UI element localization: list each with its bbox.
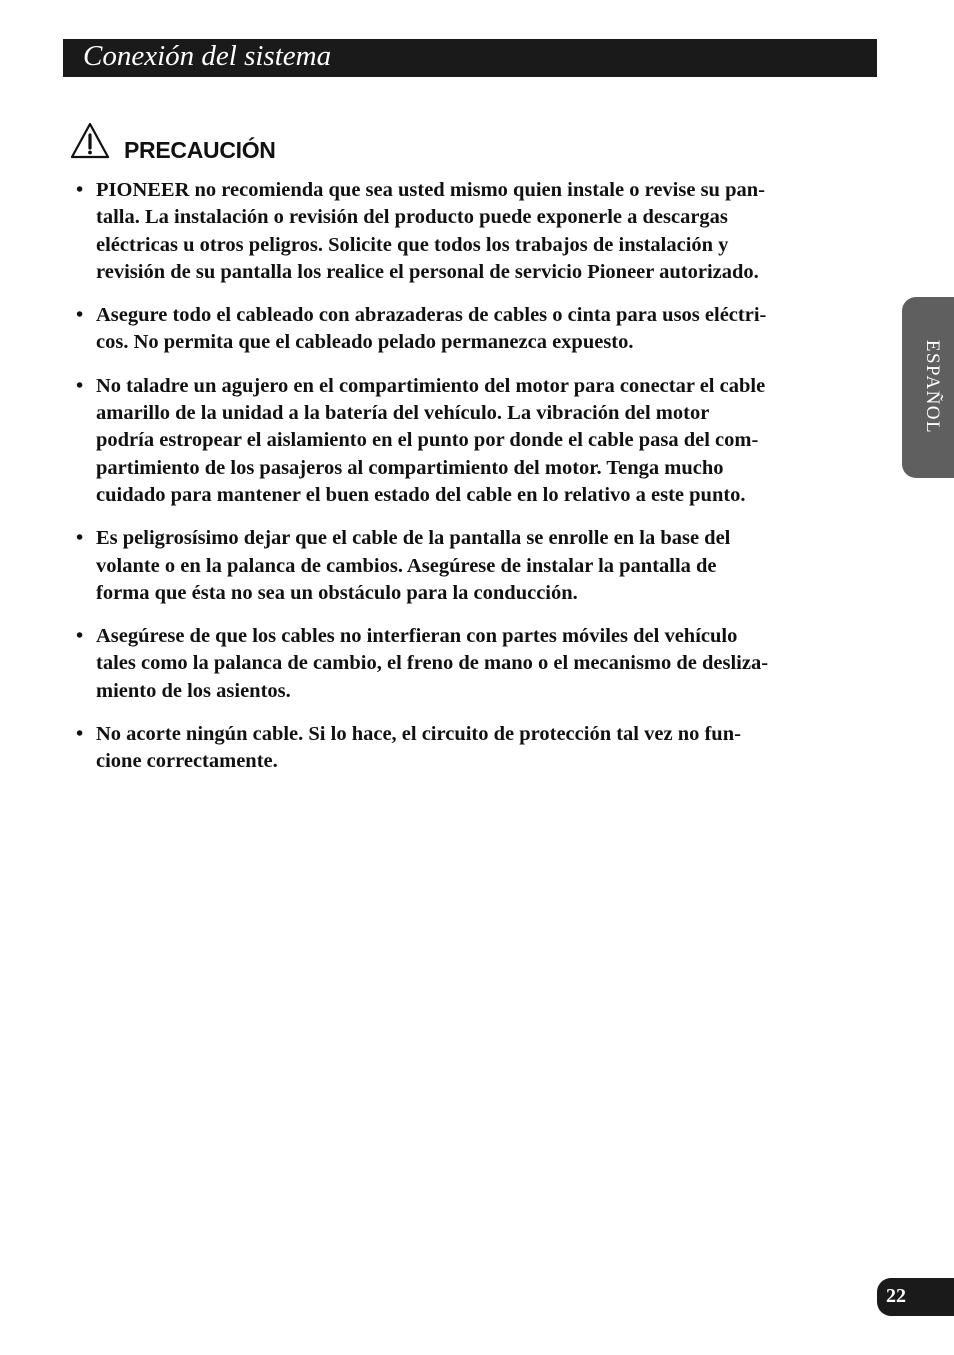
section-header-bar [63,39,877,77]
bullet-dot: • [76,304,84,327]
caution-bullet-item [76,302,851,357]
section-title: Conexión del sistema [83,40,332,72]
bullet-dot: • [76,179,84,201]
bullet-text-line: No acorte ningún cable. Si lo hace, el circuito de protección tal vez no fun- [96,723,741,746]
page-number-tab [877,1278,954,1316]
bullet-text-line: cuidado para mantener el buen estado del cable en lo relativo a este punto. [96,483,746,506]
bullet-text-line: tales como la palanca de cambio, el freno de mano o el mecanismo de desliza- [96,652,769,675]
bullet-text-line: Asegure todo el cableado con abrazaderas de cables o cinta para usos eléctri- [96,304,767,327]
language-label: ESPAÑOL [922,339,943,435]
caution-bullet-item [76,373,851,509]
bullet-text-line: No taladre un agujero en el compartimiento del motor para conectar el cable [96,374,766,397]
caution-bullet-item [76,525,851,607]
bullet-text-line: PIONEER no recomienda que sea usted mismo quien instale o revise su pan- [96,179,765,201]
caution-bullet-item [76,177,851,286]
page-number: 22 [886,1285,906,1307]
bullet-text-line: cos. No permita que el cableado pelado permanezca expuesto. [96,331,634,354]
bullet-text-line: cione correctamente. [96,750,278,773]
bullet-text-line: Es peligrosísimo dejar que el cable de la pantalla se enrolle en la base del [96,527,731,550]
caution-bullet-list [76,177,851,792]
bullet-text-line: eléctricas u otros peligros. Solicite que todos los trabajos de instalación y [96,233,729,256]
bullet-dot: • [76,527,84,550]
bullet-text-line: partimiento de los pasajeros al compartimiento del motor. Tenga mucho [96,456,724,479]
language-side-tab [902,297,954,478]
caution-bullet-item [76,721,851,776]
bullet-text-line: forma que ésta no sea un obstáculo para la conducción. [96,581,578,604]
bullet-text-line: miento de los asientos. [96,679,291,702]
bullet-text-line: revisión de su pantalla los realice el personal de servicio Pioneer autorizado. [96,260,759,283]
bullet-text-line: amarillo de la unidad a la batería del vehículo. La vibración del motor [96,402,710,425]
bullet-text-line: volante o en la palanca de cambios. Asegúrese de instalar la pantalla de [96,554,717,577]
bullet-dot: • [76,374,84,397]
warning-triangle-icon [69,121,111,161]
bullet-text-line: podría estropear el aislamiento en el punto por donde el cable pasa del com- [96,429,759,452]
bullet-dot: • [76,723,84,746]
bullet-text-line: talla. La instalación o revisión del producto puede exponerle a descargas [96,206,728,229]
caution-title: PRECAUCIÓN [124,137,276,163]
bullet-text-line: Asegúrese de que los cables no interfieran con partes móviles del vehículo [96,625,738,648]
caution-bullet-item [76,623,851,705]
bullet-dot: • [76,625,84,648]
